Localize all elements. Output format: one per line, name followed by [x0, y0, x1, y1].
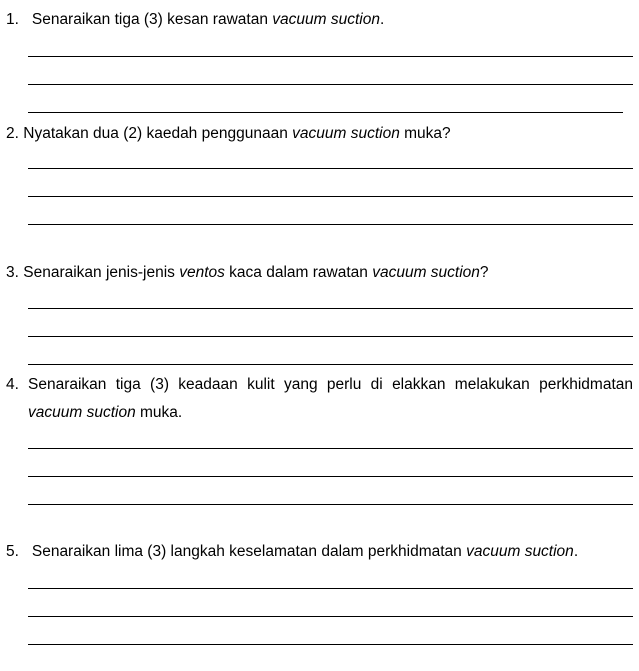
question-3	[6, 263, 489, 283]
question-number: 5.	[6, 543, 19, 560]
answer-line[interactable]	[28, 364, 633, 365]
question-text: Senaraikan lima (3) langkah keselamatan dalam perkhidmatan	[31, 543, 467, 560]
question-text: .	[379, 11, 385, 28]
question-term: vacuum suction	[292, 125, 400, 142]
answer-line[interactable]	[28, 84, 633, 85]
question-term: vacuum suction	[372, 264, 480, 281]
question-text: .	[573, 543, 579, 560]
answer-line[interactable]	[28, 616, 633, 617]
question-1	[6, 10, 384, 30]
question-number: 1.	[6, 11, 19, 28]
answer-line[interactable]	[28, 196, 633, 197]
answer-line[interactable]	[28, 644, 633, 645]
answer-line[interactable]	[28, 588, 633, 589]
question-text: kaca dalam rawatan	[224, 264, 373, 281]
question-term: vacuum suction	[28, 404, 136, 421]
question-text: Senaraikan jenis-jenis	[23, 264, 180, 281]
question-text: ?	[479, 264, 489, 281]
answer-line[interactable]	[28, 224, 633, 225]
question-number: 2.	[6, 125, 19, 142]
question-text: Senaraikan tiga (3) keadaan kulit yang perlu di elakkan melakukan perkhidmatan	[28, 376, 633, 393]
question-term: vacuum suction	[466, 543, 574, 560]
answer-line[interactable]	[28, 308, 633, 309]
question-2	[6, 124, 451, 144]
question-text: Senaraikan tiga (3) kesan rawatan	[31, 11, 273, 28]
answer-line[interactable]	[28, 336, 633, 337]
question-text: Nyatakan dua (2) kaedah penggunaan	[23, 125, 293, 142]
answer-line[interactable]	[28, 168, 633, 169]
answer-line[interactable]	[28, 112, 623, 113]
answer-line[interactable]	[28, 56, 633, 57]
question-4	[6, 371, 633, 427]
question-5	[6, 542, 578, 562]
question-text: muka?	[399, 125, 451, 142]
question-number: 4.	[6, 376, 19, 393]
question-term: vacuum suction	[272, 11, 380, 28]
question-text: muka.	[135, 404, 183, 421]
question-term: ventos	[179, 264, 225, 281]
question-number: 3.	[6, 264, 19, 281]
answer-line[interactable]	[28, 504, 633, 505]
answer-line[interactable]	[28, 448, 633, 449]
answer-line[interactable]	[28, 476, 633, 477]
